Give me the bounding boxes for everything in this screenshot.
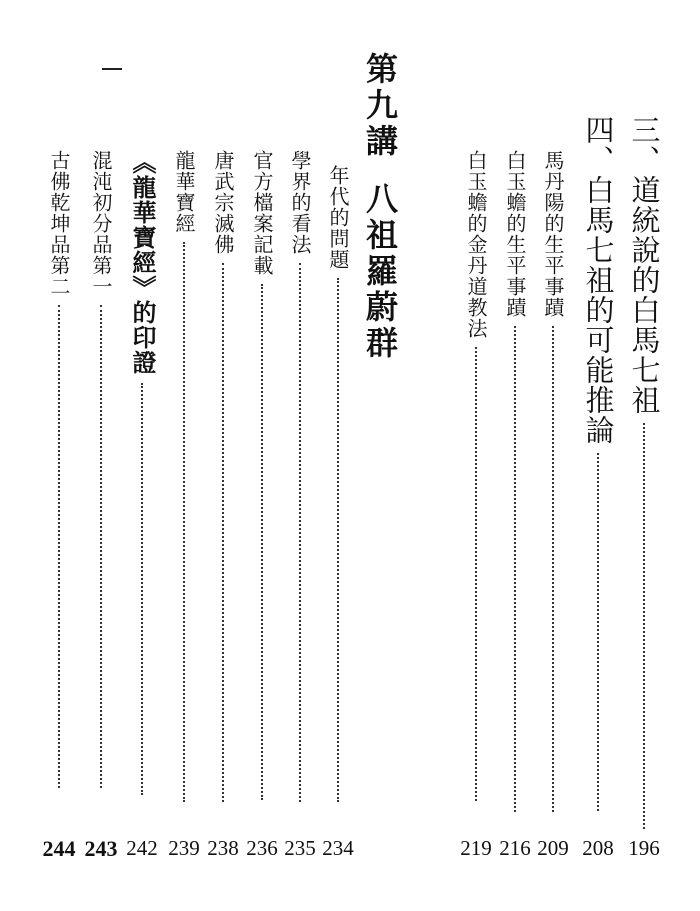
toc-entry-10[interactable] — [125, 150, 159, 795]
toc-entry-11[interactable] — [84, 150, 118, 788]
dot-leader — [597, 453, 599, 811]
toc-entry-1[interactable] — [581, 115, 615, 811]
dot-leader — [141, 383, 143, 795]
toc-entry-page: 239 — [168, 836, 200, 860]
toc-entry-title: 官方檔案記載 — [250, 150, 274, 276]
toc-entry-title: 三、道統說的白馬七祖 — [627, 115, 662, 415]
toc-entry-page: 242 — [126, 836, 158, 860]
toc-entry-page: 235 — [284, 836, 316, 860]
chapter-heading — [361, 52, 399, 362]
dot-leader — [222, 263, 224, 802]
dot-leader — [337, 278, 339, 802]
dot-leader — [58, 305, 60, 788]
toc-entry-12[interactable] — [42, 150, 76, 788]
dot-leader — [299, 263, 301, 802]
toc-entry-page: 236 — [246, 836, 278, 860]
chapter-number: 第九講 — [361, 52, 399, 160]
toc-entry-page: 244 — [42, 836, 76, 861]
toc-entry-0[interactable] — [627, 115, 661, 829]
toc-entry-title: 龍華寶經 — [172, 150, 196, 234]
dot-leader — [100, 305, 102, 788]
toc-entry-title: 四、白馬七祖的可能推論 — [581, 115, 616, 445]
toc-entry-title: 唐武宗滅佛 — [211, 150, 235, 255]
dot-leader — [643, 423, 645, 829]
toc-entry-title: 年代的問題 — [326, 165, 350, 270]
toc-entry-page: 238 — [207, 836, 239, 860]
toc-entry-page: 208 — [582, 836, 614, 860]
toc-entry-5[interactable] — [321, 165, 355, 802]
chapter-title: 八祖羅蔚群 — [361, 182, 399, 362]
toc-entry-title: 混沌初分品第一 — [89, 150, 113, 297]
dot-leader — [475, 347, 477, 801]
toc-entry-page: 216 — [499, 836, 531, 860]
dot-leader — [514, 326, 516, 812]
dot-leader — [552, 326, 554, 812]
toc-entry-4[interactable] — [459, 150, 493, 801]
toc-entry-3[interactable] — [498, 150, 532, 812]
toc-entry-9[interactable] — [167, 150, 201, 802]
toc-entry-page: 196 — [628, 836, 660, 860]
toc-entry-page: 234 — [322, 836, 354, 860]
toc-entry-2[interactable] — [536, 150, 570, 812]
dot-leader — [183, 242, 185, 802]
toc-entry-title: 學界的看法 — [288, 150, 312, 255]
toc-entry-page: 219 — [460, 836, 492, 860]
page-dash-mark — [102, 68, 122, 70]
toc-entry-page: 209 — [537, 836, 569, 860]
toc-entry-title: 白玉蟾的生平事蹟 — [503, 150, 527, 318]
dot-leader — [261, 284, 263, 800]
toc-entry-title: 馬丹陽的生平事蹟 — [541, 150, 565, 318]
toc-entry-6[interactable] — [283, 150, 317, 802]
toc-entry-title: 《龍華寶經》的印證 — [128, 150, 157, 375]
toc-entry-title: 古佛乾坤品第二 — [47, 150, 71, 297]
toc-entry-title: 白玉蟾的金丹道教法 — [464, 150, 488, 339]
toc-entry-8[interactable] — [206, 150, 240, 802]
toc-entry-7[interactable] — [245, 150, 279, 800]
toc-entry-page: 243 — [84, 836, 118, 861]
